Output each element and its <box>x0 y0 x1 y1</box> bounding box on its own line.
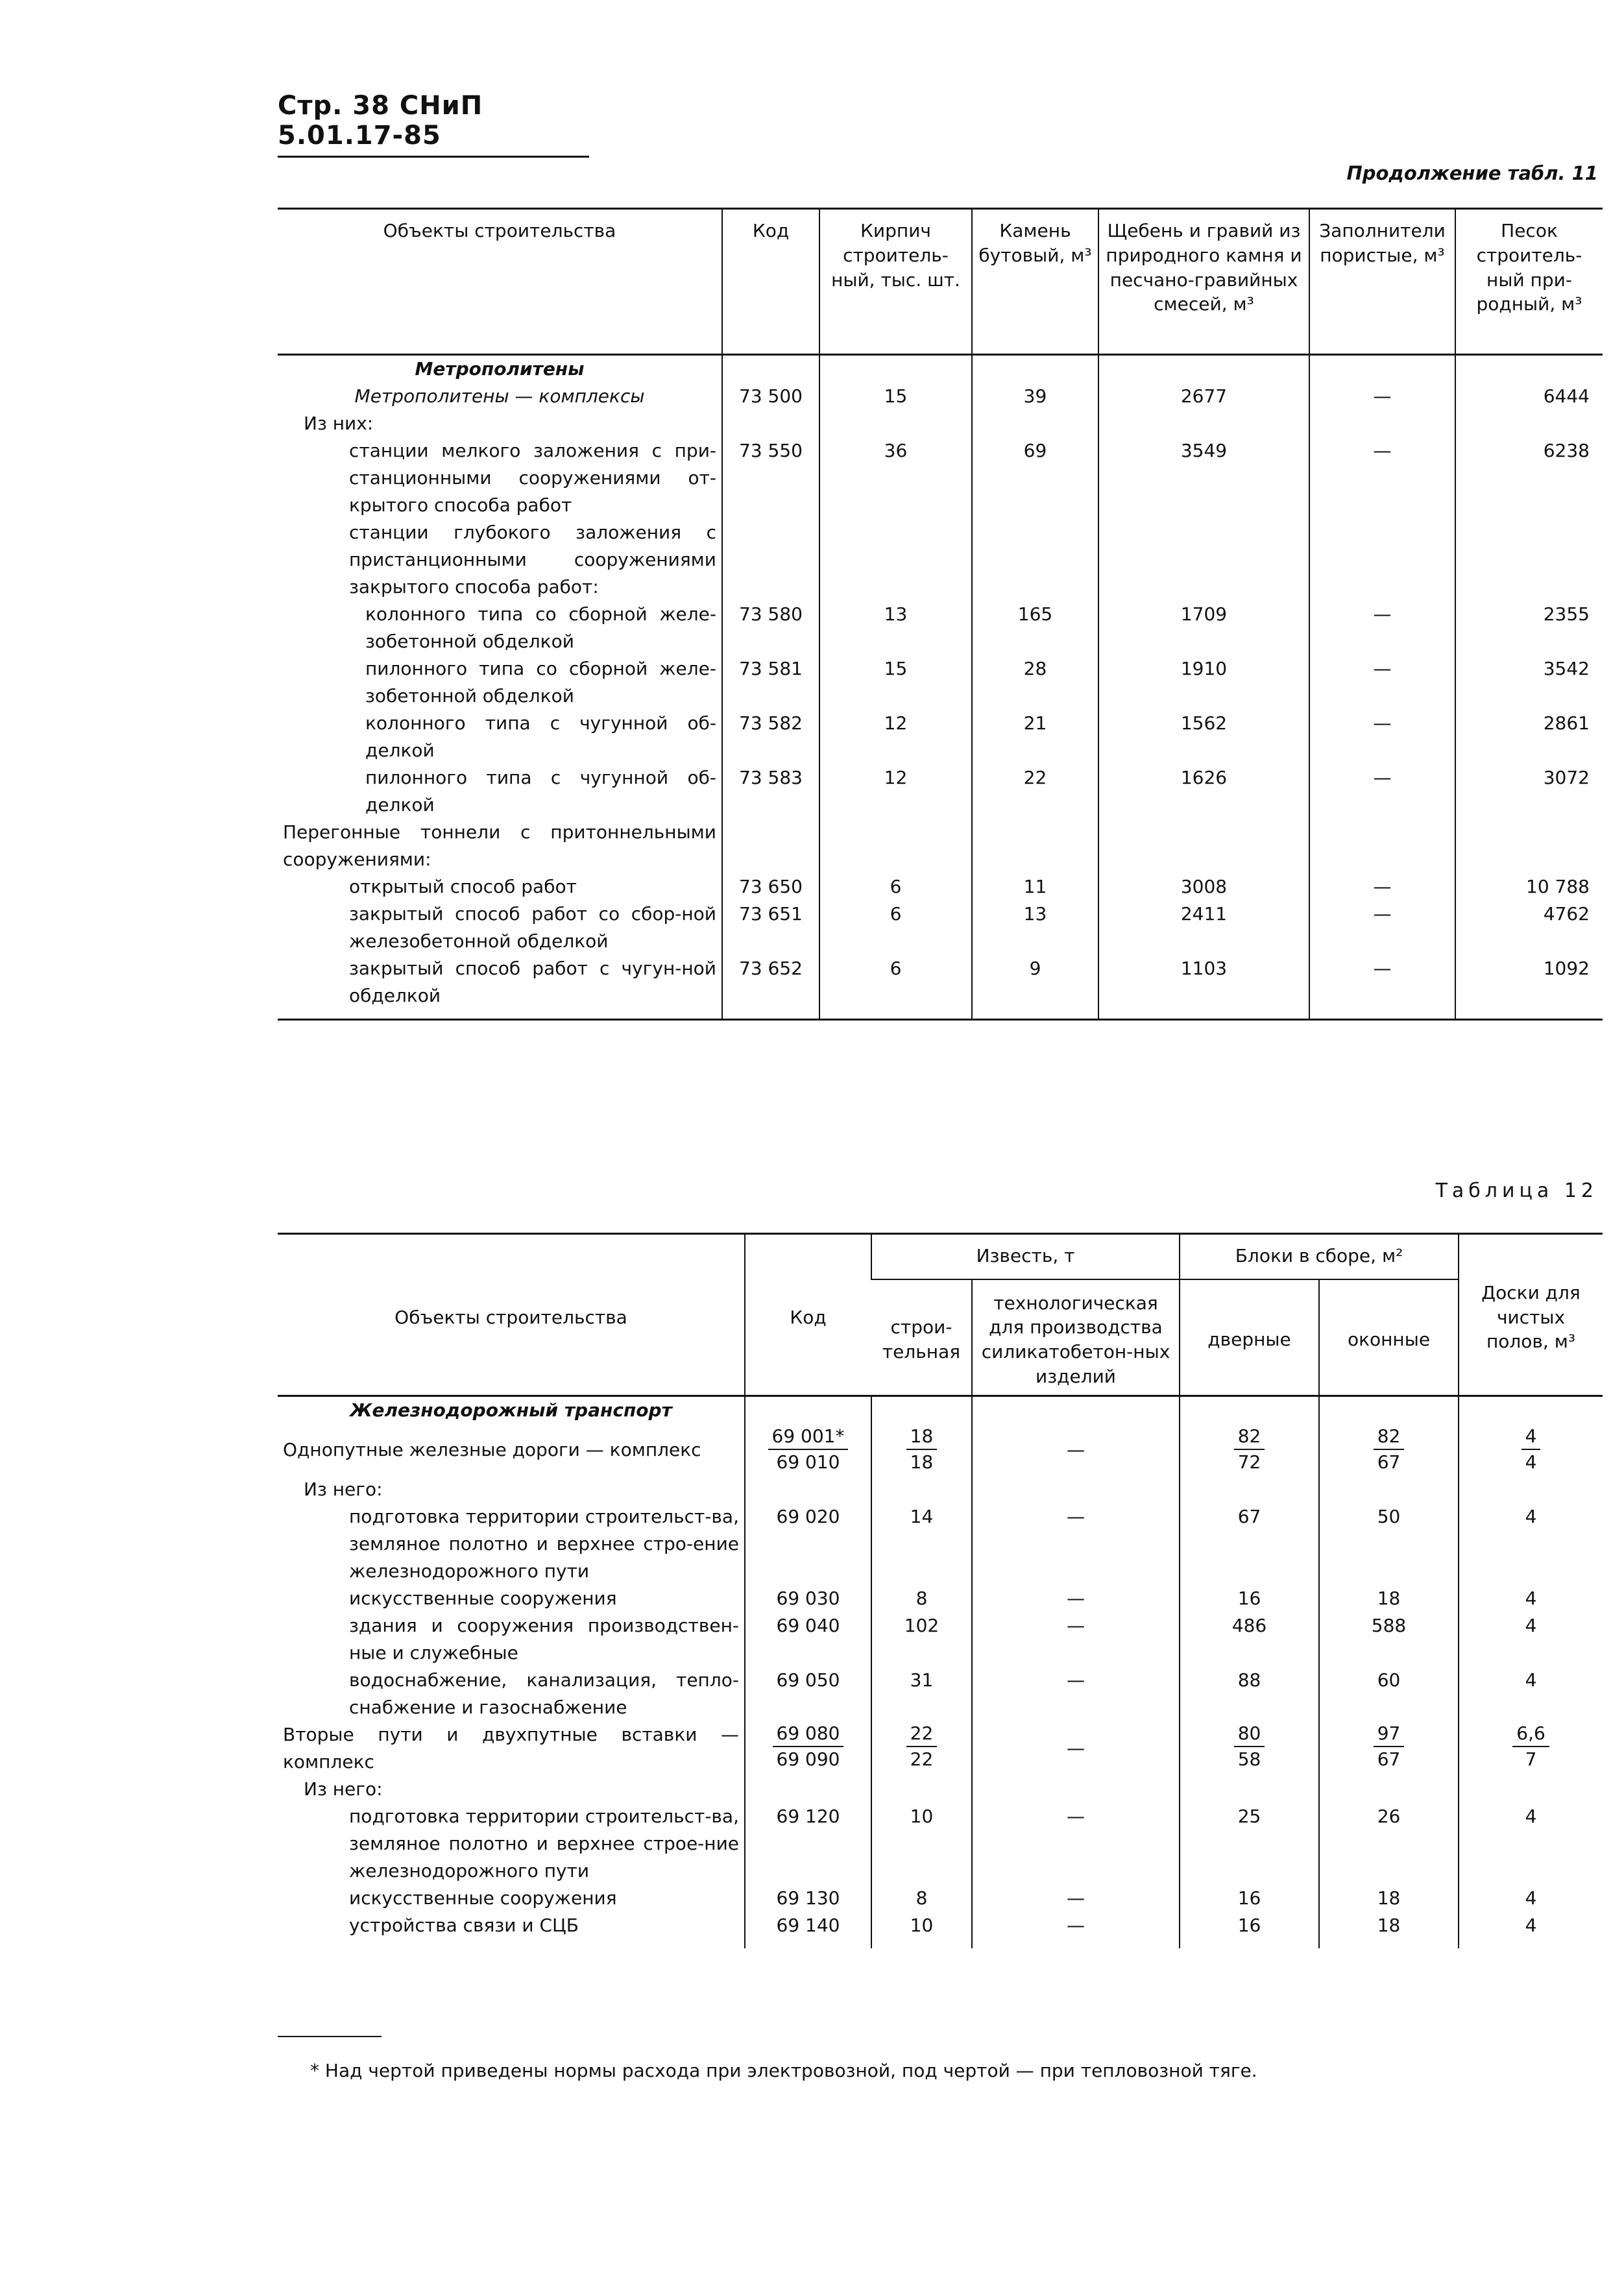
row-stone: 69 <box>972 437 1098 519</box>
row-code-num: 69 001* <box>768 1424 849 1450</box>
footnote: * Над чертой приведены нормы расхода при электровозной, под чертой — при тепловозной тяге. <box>310 2060 1257 2081</box>
table-row <box>278 1585 1603 1612</box>
section-row <box>278 1396 1603 1425</box>
row-code: 69 120 <box>745 1803 871 1885</box>
table-row <box>278 601 1603 655</box>
table-row <box>278 655 1603 710</box>
row-gravel: 1562 <box>1098 710 1309 764</box>
row-code: 73 550 <box>722 437 819 519</box>
col-header-gravel: Щебень и гравий из природного камня и песчано-гравийных смесей, м³ <box>1098 209 1309 355</box>
row-name: пилонного типа со сборной желе-зобетонной обделкой <box>365 658 716 707</box>
row-stone: 165 <box>972 601 1098 655</box>
table-row <box>278 1424 1603 1476</box>
row-name: Из него: <box>304 1478 383 1500</box>
table-row <box>278 764 1603 819</box>
row-gravel: 3549 <box>1098 437 1309 519</box>
section-row <box>278 355 1603 383</box>
col-header-code: Код <box>722 209 819 355</box>
row-name: пилонного типа с чугунной об-делкой <box>365 767 716 816</box>
row-boards-num: 6,6 <box>1512 1721 1549 1747</box>
row-door: 16 <box>1180 1912 1319 1948</box>
row-lime-build <box>871 1721 972 1776</box>
row-brick: 12 <box>819 764 972 819</box>
row-door: 88 <box>1180 1667 1319 1721</box>
row-filler: — <box>1309 955 1455 1020</box>
row-name: закрытый способ работ с чугун-ной обделкой <box>349 958 716 1006</box>
row-lime-tech: — <box>972 1912 1180 1948</box>
row-window-den: 67 <box>1377 1451 1401 1473</box>
table-row <box>278 1776 1603 1803</box>
row-window <box>1319 1721 1459 1776</box>
row-window: 50 <box>1319 1503 1459 1585</box>
row-window: 60 <box>1319 1667 1459 1721</box>
row-gravel: 1626 <box>1098 764 1309 819</box>
table-row <box>278 819 1603 873</box>
row-name: открытый способ работ <box>349 876 577 897</box>
row-window <box>1319 1424 1459 1476</box>
row-filler: — <box>1309 383 1455 410</box>
row-code-num: 69 080 <box>773 1721 844 1747</box>
row-boards-den: 7 <box>1525 1748 1537 1770</box>
col-header-blocks-group: Блоки в сборе, м² <box>1180 1234 1459 1279</box>
col-header-lime-build: строи-тельная <box>871 1279 972 1396</box>
row-brick: 13 <box>819 601 972 655</box>
row-code: 73 580 <box>722 601 819 655</box>
row-filler: — <box>1309 764 1455 819</box>
col-header-stone: Камень бутовый, м³ <box>972 209 1098 355</box>
row-filler: — <box>1309 901 1455 955</box>
row-lime-tech: — <box>972 1503 1180 1585</box>
row-code: 69 050 <box>745 1667 871 1721</box>
row-code: 69 130 <box>745 1885 871 1912</box>
row-name: устройства связи и СЦБ <box>349 1914 579 1936</box>
row-lime-build: 102 <box>871 1612 972 1667</box>
row-boards <box>1459 1721 1603 1776</box>
row-lime-tech: — <box>972 1885 1180 1912</box>
row-lime-build: 8 <box>871 1885 972 1912</box>
row-code: 73 652 <box>722 955 819 1020</box>
row-window: 588 <box>1319 1612 1459 1667</box>
row-window: 18 <box>1319 1912 1459 1948</box>
row-sand: 1092 <box>1455 955 1603 1020</box>
row-name: Из них: <box>304 413 374 434</box>
row-code: 73 650 <box>722 873 819 901</box>
row-window-den: 67 <box>1377 1748 1401 1770</box>
table-row <box>278 1885 1603 1912</box>
col-header-blocks-window: оконные <box>1319 1279 1459 1396</box>
row-gravel: 1709 <box>1098 601 1309 655</box>
row-code: 69 040 <box>745 1612 871 1667</box>
row-door: 25 <box>1180 1803 1319 1885</box>
row-code: 73 651 <box>722 901 819 955</box>
row-window: 18 <box>1319 1885 1459 1912</box>
row-door: 67 <box>1180 1503 1319 1585</box>
row-code-den: 69 090 <box>776 1748 840 1770</box>
row-name: Метрополитены — комплексы <box>354 385 645 407</box>
table-row <box>278 410 1603 437</box>
table-row <box>278 1721 1603 1776</box>
row-door <box>1180 1721 1319 1776</box>
table-row <box>278 1476 1603 1503</box>
row-lime-build-den: 22 <box>910 1748 934 1770</box>
row-sand: 3072 <box>1455 764 1603 819</box>
col-header-filler: Заполнители пористые, м³ <box>1309 209 1455 355</box>
row-sand: 2861 <box>1455 710 1603 764</box>
row-window-num: 82 <box>1374 1424 1405 1450</box>
row-code: 69 020 <box>745 1503 871 1585</box>
row-boards: 4 <box>1459 1803 1603 1885</box>
table-row <box>278 1912 1603 1948</box>
row-boards: 4 <box>1459 1885 1603 1912</box>
footnote-rule <box>278 2036 382 2037</box>
row-sand: 3542 <box>1455 655 1603 710</box>
row-gravel: 3008 <box>1098 873 1309 901</box>
col-header-brick: Кирпич строитель-ный, тыс. шт. <box>819 209 972 355</box>
row-filler: — <box>1309 601 1455 655</box>
row-door: 16 <box>1180 1585 1319 1612</box>
row-brick: 6 <box>819 873 972 901</box>
table-row <box>278 519 1603 601</box>
row-name: колонного типа с чугунной об-делкой <box>365 712 716 761</box>
row-window-num: 97 <box>1374 1721 1405 1747</box>
table-row <box>278 1503 1603 1585</box>
row-lime-build <box>871 1424 972 1476</box>
col-header-boards: Доски для чистых полов, м³ <box>1459 1234 1603 1396</box>
row-lime-build: 31 <box>871 1667 972 1721</box>
row-code: 73 500 <box>722 383 819 410</box>
row-lime-tech: — <box>972 1803 1180 1885</box>
table11-continuation-label: Продолжение табл. 11 <box>1346 162 1598 184</box>
row-name: подготовка территории строительст-ва, земляное полотно и верхнее стро-ение железнодорожного пути <box>349 1505 739 1582</box>
row-gravel: 1910 <box>1098 655 1309 710</box>
row-lime-tech: — <box>972 1612 1180 1667</box>
row-sand: 2355 <box>1455 601 1603 655</box>
row-lime-build-num: 22 <box>906 1721 938 1747</box>
row-code: 73 581 <box>722 655 819 710</box>
row-sand: 10 788 <box>1455 873 1603 901</box>
row-code <box>745 1424 871 1476</box>
row-name: колонного типа со сборной желе-зобетонной обделкой <box>365 603 716 652</box>
table-11 <box>278 208 1603 1021</box>
row-lime-tech: — <box>972 1721 1180 1776</box>
row-stone: 9 <box>972 955 1098 1020</box>
table-row <box>278 710 1603 764</box>
row-filler: — <box>1309 655 1455 710</box>
row-name: водоснабжение, канализация, тепло-снабжение и газоснабжение <box>349 1669 739 1718</box>
row-lime-build-num: 18 <box>906 1424 938 1450</box>
row-filler: — <box>1309 710 1455 764</box>
row-door <box>1180 1424 1319 1476</box>
table-row <box>278 901 1603 955</box>
row-code: 69 030 <box>745 1585 871 1612</box>
row-stone: 11 <box>972 873 1098 901</box>
col-header-code: Код <box>745 1234 871 1396</box>
row-stone: 28 <box>972 655 1098 710</box>
row-name: здания и сооружения производствен-ные и служебные <box>349 1614 739 1663</box>
table-row <box>278 1667 1603 1721</box>
row-gravel: 1103 <box>1098 955 1309 1020</box>
table-row <box>278 1612 1603 1667</box>
row-sand: 4762 <box>1455 901 1603 955</box>
row-lime-build: 14 <box>871 1503 972 1585</box>
row-name: искусственные сооружения <box>349 1887 617 1909</box>
col-header-lime-group: Известь, т <box>871 1234 1180 1279</box>
row-name: Из него: <box>304 1778 383 1800</box>
row-name: искусственные сооружения <box>349 1587 617 1609</box>
row-name: Вторые пути и двухпутные вставки — комплекс <box>283 1723 739 1772</box>
row-boards: 4 <box>1459 1503 1603 1585</box>
row-lime-tech: — <box>972 1667 1180 1721</box>
row-brick: 15 <box>819 383 972 410</box>
row-stone: 13 <box>972 901 1098 955</box>
row-filler: — <box>1309 873 1455 901</box>
row-code: 69 140 <box>745 1912 871 1948</box>
row-gravel: 2677 <box>1098 383 1309 410</box>
row-boards: 4 <box>1459 1912 1603 1948</box>
row-stone: 21 <box>972 710 1098 764</box>
row-lime-tech: — <box>972 1585 1180 1612</box>
row-door: 16 <box>1180 1885 1319 1912</box>
col-header-object: Объекты строительства <box>278 1234 745 1396</box>
row-name: подготовка территории строительст-ва, земляное полотно и верхнее строе-ние железнодорожного пути <box>349 1805 739 1881</box>
row-gravel: 2411 <box>1098 901 1309 955</box>
table-12 <box>278 1233 1603 1948</box>
row-boards-den: 4 <box>1525 1451 1537 1473</box>
row-door-den: 58 <box>1237 1748 1261 1770</box>
section-title: Метрополитены <box>415 358 585 380</box>
row-stone: 22 <box>972 764 1098 819</box>
table-row <box>278 955 1603 1020</box>
row-code-den: 69 010 <box>776 1451 840 1473</box>
section-title: Железнодорожный транспорт <box>350 1399 672 1421</box>
row-window: 26 <box>1319 1803 1459 1885</box>
row-brick: 15 <box>819 655 972 710</box>
row-stone: 39 <box>972 383 1098 410</box>
table-row <box>278 383 1603 410</box>
col-header-blocks-door: дверные <box>1180 1279 1319 1396</box>
table-row <box>278 873 1603 901</box>
row-boards: 4 <box>1459 1612 1603 1667</box>
row-door-den: 72 <box>1237 1451 1261 1473</box>
row-sand: 6238 <box>1455 437 1603 519</box>
table-row <box>278 1803 1603 1885</box>
row-boards: 4 <box>1459 1585 1603 1612</box>
row-code: 73 582 <box>722 710 819 764</box>
row-name: станции глубокого заложения с пристанционными сооружениями закрытого способа работ: <box>349 522 716 598</box>
row-filler: — <box>1309 437 1455 519</box>
row-sand: 6444 <box>1455 383 1603 410</box>
row-brick: 6 <box>819 955 972 1020</box>
row-name: станции мелкого заложения с при-станционными сооружениями от-крытого способа работ <box>349 440 716 516</box>
row-name: Однопутные железные дороги — комплекс <box>283 1438 701 1460</box>
row-code <box>745 1721 871 1776</box>
table-row <box>278 437 1603 519</box>
table12-label: Таблица 12 <box>1435 1179 1598 1202</box>
row-boards <box>1459 1424 1603 1476</box>
col-header-sand: Песок строитель-ный при-родный, м³ <box>1455 209 1603 355</box>
row-door-num: 82 <box>1234 1424 1265 1450</box>
row-door: 486 <box>1180 1612 1319 1667</box>
row-name: Перегонные тоннели с притоннельными сооружениями: <box>283 821 716 870</box>
row-lime-build: 8 <box>871 1585 972 1612</box>
row-lime-build-den: 18 <box>910 1451 934 1473</box>
row-name: закрытый способ работ со сбор-ной железобетонной обделкой <box>349 903 716 952</box>
row-boards: 4 <box>1459 1667 1603 1721</box>
row-lime-build: 10 <box>871 1803 972 1885</box>
row-brick: 12 <box>819 710 972 764</box>
row-door-num: 80 <box>1234 1721 1265 1747</box>
row-lime-build: 10 <box>871 1912 972 1948</box>
row-boards-num: 4 <box>1521 1424 1541 1450</box>
row-window: 18 <box>1319 1585 1459 1612</box>
row-brick: 36 <box>819 437 972 519</box>
row-brick: 6 <box>819 901 972 955</box>
col-header-lime-tech: технологическая для производства силикатобетон-ных изделий <box>972 1279 1180 1396</box>
row-code: 73 583 <box>722 764 819 819</box>
page-header: Стр. 38 СНиП 5.01.17-85 <box>278 91 589 158</box>
col-header-object: Объекты строительства <box>278 209 722 355</box>
row-lime-tech: — <box>972 1424 1180 1476</box>
